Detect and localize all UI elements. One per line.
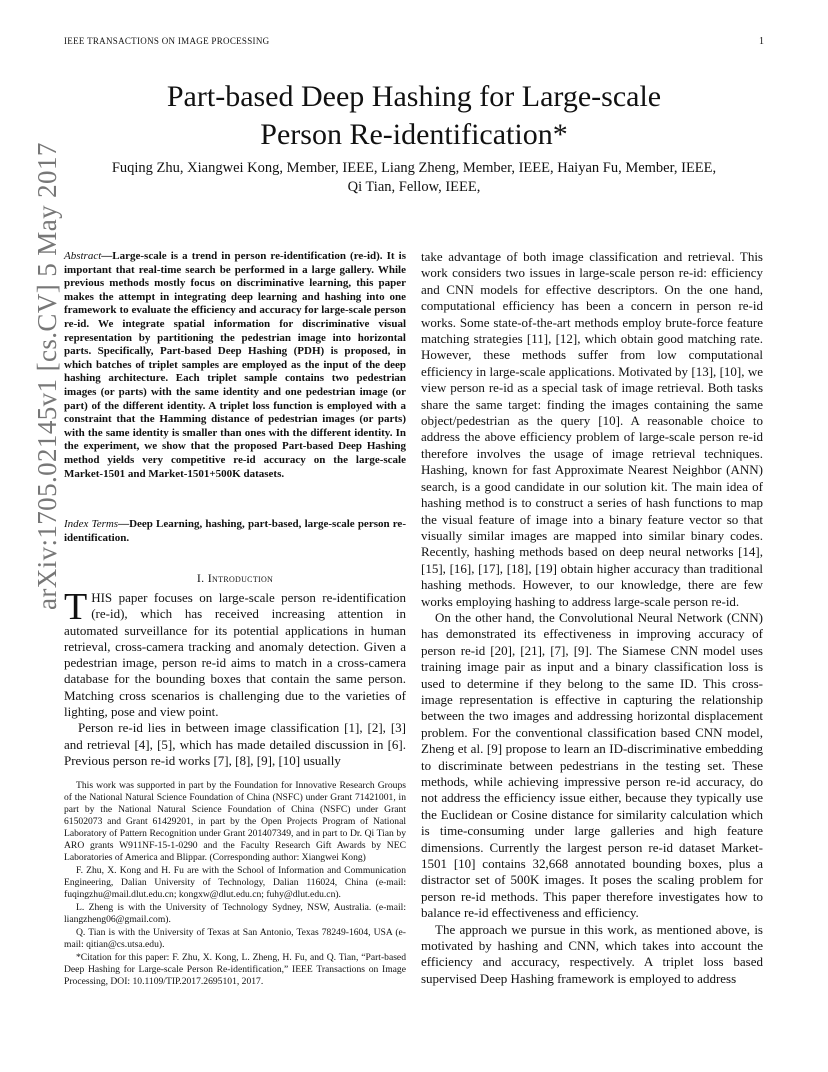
abstract-text: —Large-scale is a trend in person re-identification (re-id). It is important that real-time search be performed in a large gallery. While previous methods mostly focus on discriminative learning, this paper makes the attempt in integrating deep learning and hashing into one framework to evaluate the efficiency and accuracy for large-scale person re-id. We integrate spatial information for discriminative visual representation by partitioning the pedestrian image into horizontal parts. Specifically, Part-based Deep Hashing (PDH) is proposed, in which batches of triplet samples are employed as the input of the deep hashing architecture. Each triplet sample contains two pedestrian images (or parts) with the same identity and one pedestrian image (or part) of the different identity. A triplet loss function is employed with a constraint that the Hamming distance of pedestrian images (or parts) with the same identity is smaller than ones with the different identity. In the experiment, we show that the proposed Part-based Deep Hashing method yields very competitive re-id accuracy on the large-scale Market-1501 and Market-1501+500K datasets. — [64, 250, 406, 480]
abstract-label: Abstract — [64, 250, 102, 262]
author-list — [64, 159, 764, 197]
right-paragraph-3: The approach we pursue in this work, as mentioned above, is motivated by hashing and CNN, which takes into account the efficiency and accuracy, respectively. A triplet loss based supervised Deep Hashing framework is employed to address — [421, 921, 763, 986]
footnote-affil-1: F. Zhu, X. Kong and H. Fu are with the School of Information and Communication Engineering, Dalian University of Technology, Dalian 116024, China (e-mail: fuqingzhu@mail.dlut.edu.cn; kongxw@dlut.edu.cn; fuhy@dlut.edu.cn). — [64, 865, 406, 900]
index-terms-label: Index Terms — [64, 518, 119, 530]
title-line-2: Person Re-identification* — [260, 118, 568, 151]
right-paragraph-1: take advantage of both image classification and retrieval. This work considers two issues in large-scale person re-id: efficiency and CNN models for effective descriptors. On the one hand, computational efficiency has been a concern in person re-id works. Some state-of-the-art methods employ brute-force feature matching strategies [11], [12], which obtain good matching rate. However, these methods suffer from low computational efficiency in large-scale applications. Motivated by [13], [10], we view person re-id as a special task of image retrieval. Both tasks share the same target: finding the images containing the same object/pedestrian as the query [10]. A reasonable choice to address the above efficiency problem of large-scale person re-id therefore involves the usage of image retrieval techniques. Hashing, known for fast Approximate Nearest Neighbor (ANN) search, is a good candidate in our solution kit. The main idea of hashing method is to construct a series of hash functions to map the visual feature of image into a binary feature vector so that visually similar images are mapped into similar binary codes. Recently, hashing methods based on deep neural networks [14], [15], [16], [17], [18], [19] obtain higher accuracy than traditional hashing methods. However, to our knowledge, there are few works employing hashing to address large-scale person re-id. — [421, 249, 763, 609]
authors-line-1: Fuqing Zhu, Xiangwei Kong, Member, IEEE, Liang Zheng, Member, IEEE, Haiyan Fu, Member, IEEE, — [111, 160, 717, 176]
authors-line-2: Qi Tian, Fellow, IEEE, — [347, 179, 481, 195]
title-line-1: Part-based Deep Hashing for Large-scale — [166, 80, 662, 113]
abstract — [64, 250, 406, 481]
intro-p1-text: HIS paper focuses on large-scale person re-identification (re-id), which has received increasing attention in automated surveillance for its potential applications in human retrieval, cross-camera tracking and anomaly detection. Given a pedestrian image, person re-id aims to match in a cross-camera database for the bounding boxes that contain the same person. Matching cross scenarios is challenging due to the varieties of lighting, pose and view point. — [64, 590, 406, 720]
arxiv-stamp-text: arXiv:1705.02145v1 [cs.CV] 5 May 2017 — [32, 142, 62, 610]
right-column — [421, 249, 763, 987]
footnotes — [64, 780, 406, 989]
intro-paragraph-2: Person re-id lies in between image classification [1], [2], [3] and retrieval [4], [5], which has made detailed discussion in [6]. Previous person re-id works [7], [8], [9], [10] usually — [64, 720, 406, 768]
paper-title — [64, 78, 764, 154]
dropcap: T — [64, 586, 88, 628]
section-heading: I. Introduction — [196, 571, 274, 585]
footnote-affil-3: Q. Tian is with the University of Texas at San Antonio, Texas 78249-1604, USA (e-mail: qitian@cs.utsa.edu). — [64, 927, 406, 950]
intro-paragraph-1 — [64, 586, 406, 720]
footnote-funding: This work was supported in part by the Foundation for Innovative Research Groups of the National Natural Science Foundation of China (NSFC) under Grant 71421001, in part by the National Natural Science Foundation of China (NSFC) under Grant 61502073 and Grant 61429201, in part by the Open Projects Program of National Laboratory of Pattern Recognition under Grant 201407349, and in part to Dr. Qi Tian by ARO grants W911NF-15-1-0290 and the Faculty Research Gift Awards by NEC Laboratories of America and Blippar. (Corresponding author: Xiangwei Kong) — [64, 780, 406, 863]
running-header: IEEE TRANSACTIONS ON IMAGE PROCESSING — [64, 36, 270, 46]
index-terms — [64, 518, 406, 545]
footnote-affil-2: L. Zheng is with the University of Technology Sydney, NSW, Australia. (e-mail: liangzheng06@gmail.com). — [64, 902, 406, 925]
right-paragraph-2: On the other hand, the Convolutional Neural Network (CNN) has demonstrated its effectiveness in improving accuracy of person re-id [20], [21], [7], [9]. The Siamese CNN model uses training image pair as input and a binary classification loss is used to determine if they belong to the same ID. This cross-image representation is effective in capturing the relationship between the two images and addressing horizontal displacement problem. For the conventional classification based CNN model, Zheng et al. [9] propose to learn an ID-discriminative embedding to discriminate between pedestrians in the testing set. These methods, while achieving impressive person re-id accuracy, do not address the efficiency issue either, because they typically use the Euclidean or Cosine distance for similarity calculation which is time-consuming under large galleries and high feature dimensions. Currently the largest person re-id dataset Market-1501 [10] contains 32,668 annotated bounding boxes, plus a distractor set of 500K images. It poses the scaling problem for person re-id methods. This paper therefore investigates how to balance re-id effectiveness and efficiency. — [421, 609, 763, 921]
footnote-citation: *Citation for this paper: F. Zhu, X. Kong, L. Zheng, H. Fu, and Q. Tian, “Part-based Deep Hashing for Large-scale Person Re-identification,” IEEE Transactions on Image Processing, DOI: 10.1109/TIP.2017.2695101, 2017. — [64, 952, 406, 987]
introduction — [64, 586, 406, 769]
index-terms-text: —Deep Learning, hashing, part-based, large-scale person re-identification. — [64, 518, 406, 544]
page-number: 1 — [759, 36, 764, 47]
